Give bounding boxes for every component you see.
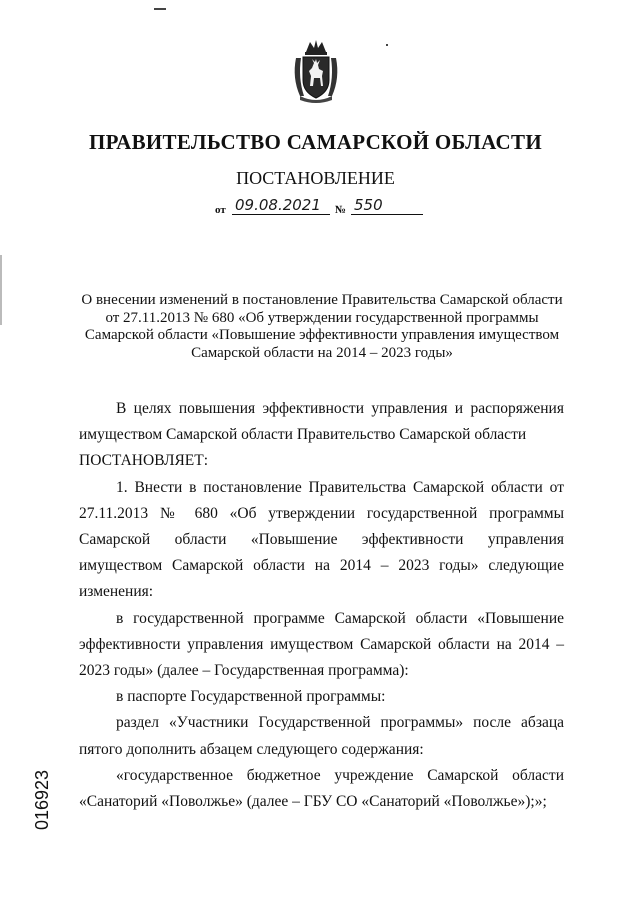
- body-paragraph: 1. Внести в постановление Правительства Самарской области от 27.11.2013 № 680 «Об утверждении государственной программы Самарской области «Повышение эффективности управления имуществом Самарской области на 2014 – 2023 годы» следующие изменения:: [79, 478, 564, 601]
- organization-title: ПРАВИТЕЛЬСТВО САМАРСКОЙ ОБЛАСТИ: [89, 130, 542, 154]
- coat-of-arms-icon: [290, 38, 342, 104]
- document-type: ПОСТАНОВЛЕНИЕ: [236, 168, 395, 188]
- body-paragraph: «государственное бюджетное учреждение Самарской области «Санаторий «Поволжье» (далее – ГБУ СО «Санаторий «Поволжье»);»;: [79, 766, 564, 811]
- handwritten-date: 09.08.2021: [232, 196, 330, 215]
- date-prefix: от: [215, 204, 226, 216]
- scan-artifact: [154, 8, 166, 10]
- body-paragraph: В целях повышения эффективности управления и распоряжения имуществом Самарской области Правительство Самарской области: [79, 400, 564, 444]
- decree-word: ПОСТАНОВЛЯЕТ:: [79, 452, 209, 470]
- subject-line: Самарской области на 2014 – 2023 годы»: [191, 344, 453, 361]
- body-paragraph: раздел «Участники Государственной программы» после абзаца пятого дополнить абзацем следующего содержания:: [79, 714, 564, 758]
- margin-serial-number: 016923: [31, 769, 52, 831]
- handwritten-number: 550: [351, 196, 423, 215]
- scan-edge: [0, 255, 2, 325]
- document-body: [79, 396, 564, 815]
- subject-line: Самарской области «Повышение эффективности управления имуществом: [84, 327, 560, 343]
- body-paragraph: в государственной программе Самарской области «Повышение эффективности управления имуществом Самарской области на 2014 – 2023 годы» (далее – Государственная программа):: [79, 609, 564, 680]
- body-paragraph: в паспорте Государственной программы:: [116, 688, 386, 706]
- document-subject: [72, 292, 572, 362]
- date-number-line: [215, 196, 425, 218]
- subject-line: от 27.11.2013 № 680 «Об утверждении государственной программы: [105, 309, 539, 326]
- number-prefix: №: [335, 204, 347, 216]
- scan-artifact: [386, 44, 388, 46]
- subject-line: О внесении изменений в постановление Правительства Самарской области: [81, 292, 563, 308]
